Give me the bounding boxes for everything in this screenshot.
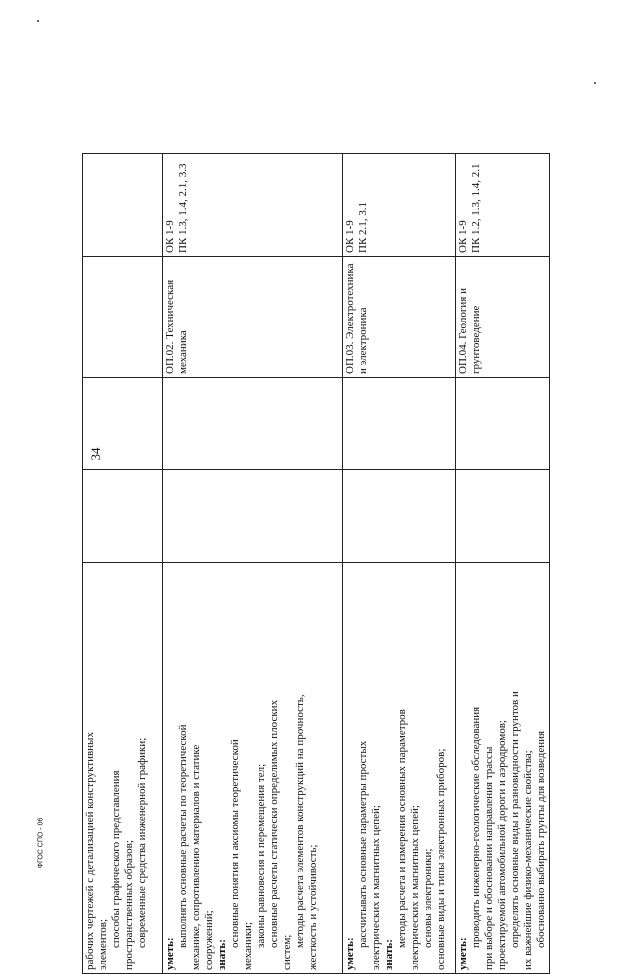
requirement-line: уметь: [457, 937, 469, 970]
competencies-cell: ОК 1-9 ПК 2.1, 3.1 [343, 154, 456, 257]
competency-table [82, 153, 550, 974]
requirement-line: современные средства инженерной графики; [136, 737, 148, 948]
requirement-line: рассчитывать основные параметры простых [357, 740, 369, 948]
table-row [163, 154, 343, 974]
requirement-line: определять основные виды и разновидности грунтов и [509, 691, 521, 948]
requirement-line: уметь: [344, 937, 356, 970]
table-row [456, 154, 550, 974]
scan-speck [37, 20, 39, 22]
requirement-line: рабочих чертежей с детализацией конструктивных [84, 732, 96, 970]
requirement-line: при выборе и обосновании направления трассы [483, 746, 495, 970]
empty-cell [83, 470, 163, 563]
requirement-line: основные понятия и аксиомы теоретической [229, 739, 241, 948]
empty-cell [163, 470, 343, 563]
requirement-line: систем; [281, 934, 293, 970]
requirements-cell [456, 563, 550, 974]
empty-cell [83, 378, 163, 470]
empty-cell [163, 378, 343, 470]
competencies-cell: ОК 1-9 ПК 1.2, 1.3, 1.4, 2.1 [456, 154, 550, 257]
requirement-line: их важнейшие физико-механические свойства; [522, 750, 534, 970]
page-number: 34 [88, 447, 103, 461]
requirement-line: механики; [242, 922, 254, 970]
empty-cell [456, 378, 550, 470]
requirement-line: сооружений; [203, 910, 215, 970]
requirement-line: методы расчета элементов конструкций на прочность, [294, 694, 306, 948]
requirement-line: элементов; [97, 918, 109, 970]
requirement-line: способы графического представления [110, 770, 122, 948]
table-row [343, 154, 456, 974]
requirement-line: методы расчета и измерения основных параметров [396, 709, 408, 948]
requirement-line: основные расчеты статически определимых плоских [268, 699, 280, 948]
requirement-line: проектируемой автомобильной дороги и аэродромов; [496, 720, 508, 970]
requirement-line: знать: [383, 939, 395, 970]
discipline-cell [83, 257, 163, 378]
discipline-cell: ОП.04. Геология и грунтоведение [456, 257, 550, 378]
requirement-line: жесткость и устойчивость; [307, 844, 319, 970]
footer-code: ФГОС СПО - 06 [37, 817, 45, 869]
requirement-line: пространственных образов; [123, 840, 135, 970]
requirements-cell [83, 563, 163, 974]
scan-speck [594, 82, 596, 84]
requirement-line: выполнять основные расчеты по теоретической [177, 724, 189, 948]
discipline-cell: ОП.02. Техническая механика [163, 257, 343, 378]
empty-cell [343, 378, 456, 470]
requirement-line: законы равновесия и перемещения тел; [255, 763, 267, 948]
competencies-cell: ОК 1-9 ПК 1.3, 1.4, 2.1, 3.3 [163, 154, 343, 257]
requirement-line: механике, сопротивлению материалов и статике [190, 744, 202, 970]
requirement-line: уметь: [164, 937, 176, 970]
competency-table-container [82, 154, 547, 974]
requirement-line: основы электроники; [422, 848, 434, 948]
requirements-cell [163, 563, 343, 974]
requirement-line: обоснованно выбирать грунты для возведения [535, 730, 547, 948]
requirements-cell [343, 563, 456, 974]
requirement-line: электрических и магнитных цепей; [370, 805, 382, 970]
table-row [83, 154, 163, 974]
discipline-cell: ОП.03. Электротехника и электроника [343, 257, 456, 378]
empty-cell [456, 470, 550, 563]
empty-cell [343, 470, 456, 563]
requirement-line: основные виды и типы электронных приборов; [435, 748, 447, 970]
requirement-line: проводить инженерно-геологические обследования [470, 706, 482, 948]
requirement-line: знать: [216, 939, 228, 970]
requirement-line: электрических и магнитных цепей; [409, 805, 421, 970]
competencies-cell [83, 154, 163, 257]
